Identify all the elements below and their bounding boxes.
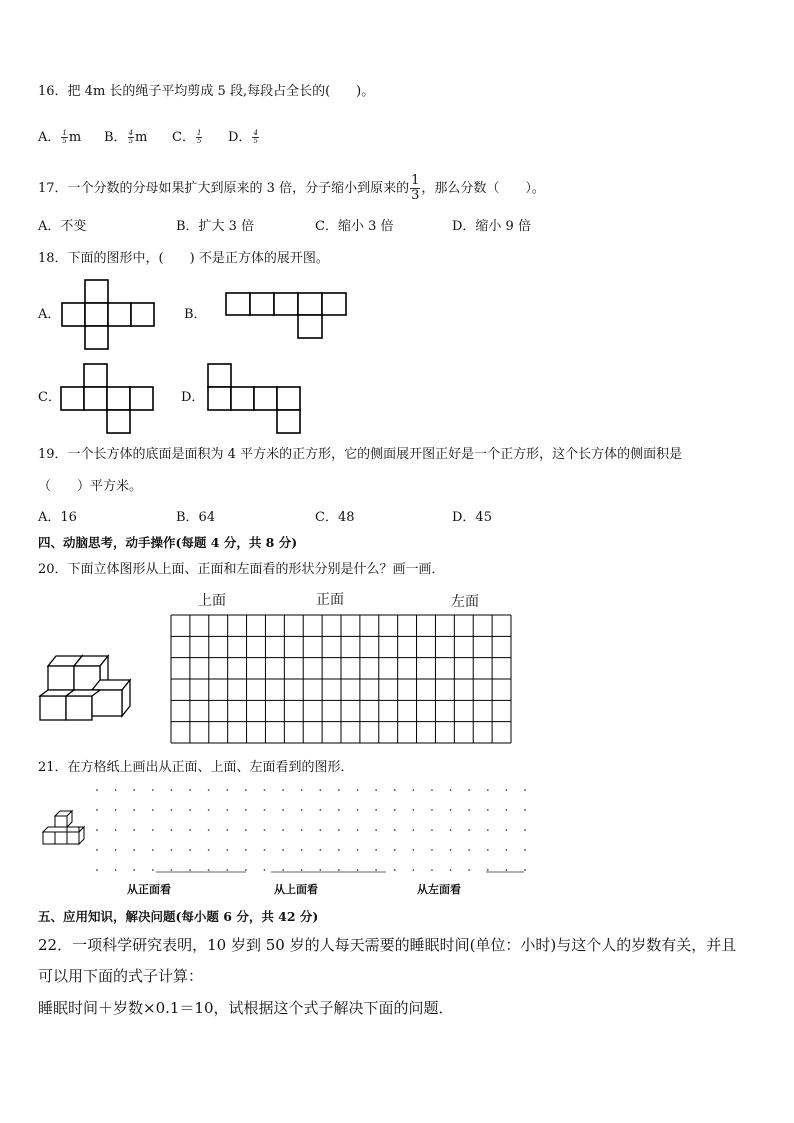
grid-dot [338,869,340,871]
grid-dot [468,789,470,791]
q16-option-c-fraction: $\frac{1}{5}$ [196,129,202,145]
grid-dot [524,789,526,791]
grid-dot [319,829,321,831]
grid-dot [524,869,526,871]
grid-dot [394,829,396,831]
grid-dot [152,789,154,791]
grid-dot [338,789,340,791]
grid-dot [505,829,507,831]
grid-dot [96,809,98,811]
grid-dot [96,849,98,851]
q16-option-b-fraction: $\frac{4}{5}$ [128,129,134,145]
grid-dot [189,809,191,811]
q19-option-b[interactable]: B．64 [176,510,216,525]
q17-option-b[interactable]: B．扩大 3 倍 [176,219,255,234]
grid-dot [189,849,191,851]
grid-dot [524,809,526,811]
grid-dot [133,869,135,871]
grid-dot [487,869,489,871]
grid-dot [394,809,396,811]
q22-line2: 可以用下面的式子计算： [38,967,204,985]
q17-option-a[interactable]: A．不变 [38,219,87,234]
q18-net-b[interactable] [225,292,347,340]
grid-dot [301,809,303,811]
q18-net-d[interactable] [207,363,302,433]
q19-stem-line1: 19．一个长方体的底面是面积为 4 平方米的正方形，它的侧面展开图正好是一个正方形，这个长方体的侧面积是 [38,447,683,462]
grid-dot [394,789,396,791]
grid-dot [468,809,470,811]
q21-view-label-front: 从正面看 [127,883,171,896]
grid-dot [338,829,340,831]
grid-dot [431,849,433,851]
q19-option-c[interactable]: C．48 [315,510,355,525]
grid-dot [357,869,359,871]
grid-dot [245,809,247,811]
grid-dot [226,789,228,791]
q16-option-c-label: C． [172,130,195,145]
grid-dot [245,849,247,851]
q21-view-label-top: 从上面看 [274,883,318,896]
q22-line1: 22．一项科学研究表明，10 岁到 50 岁的人每天需要的睡眠时间(单位：小时)与这个人的岁数有关，并且 [38,936,737,954]
q17-option-c[interactable]: C．缩小 3 倍 [315,219,394,234]
grid-dot [264,789,266,791]
grid-dot [319,849,321,851]
grid-dot [319,789,321,791]
grid-dot [431,789,433,791]
q17-stem-part2: ，那么分数（ ）。 [421,181,545,196]
grid-dot [468,869,470,871]
grid-dot [282,829,284,831]
q21-cube-figure [41,808,91,848]
grid-dot [338,809,340,811]
q21-view-label-left: 从左面看 [417,883,461,896]
grid-dot [412,789,414,791]
q20-view-label-top: 上面 [198,593,226,609]
grid-dot [133,809,135,811]
q16-option-a-fraction: $\frac{1}{5}$ [62,129,67,145]
grid-dot [264,809,266,811]
q18-label-d: D． [181,390,205,405]
grid-dot [96,869,98,871]
grid-dot [189,789,191,791]
q16-option-a[interactable] [38,130,81,146]
q19-option-d[interactable]: D．45 [452,510,492,525]
grid-dot [450,809,452,811]
q16-option-d-label: D． [228,130,252,145]
section5-heading: 五、应用知识，解决问题(每小题 6 分，共 42 分) [38,909,319,924]
q21-stem: 21．在方格纸上画出从正面、上面、左面看到的图形． [38,760,354,775]
q21-dot-grid[interactable] [96,788,526,874]
grid-dot [208,849,210,851]
q16-option-a-unit: m [68,130,82,145]
grid-dot [226,809,228,811]
grid-dot [357,849,359,851]
grid-dot [264,829,266,831]
grid-dot [301,789,303,791]
grid-dot [115,789,117,791]
q18-label-b: B． [184,307,207,322]
q16-option-d[interactable] [228,130,260,146]
grid-dot [468,829,470,831]
q17-fraction: $\frac{1}{3}$ [411,173,420,203]
q18-net-c[interactable] [61,363,156,433]
grid-dot [357,809,359,811]
q20-stem: 20．下面立体图形从上面、正面和左面看的形状分别是什么？画一画． [38,562,445,577]
grid-dot [115,869,117,871]
q18-stem: 18．下面的图形中，( ) 不是正方体的展开图。 [38,251,329,266]
grid-dot [208,789,210,791]
grid-dot [450,849,452,851]
grid-dot [226,849,228,851]
q16-option-a-label: A． [38,130,61,145]
grid-dot [375,809,377,811]
grid-dot [171,809,173,811]
grid-dot [431,869,433,871]
grid-dot [505,869,507,871]
grid-dot [171,829,173,831]
grid-dot [171,849,173,851]
q16-stem: 16．把 4m 长的绳子平均剪成 5 段,每段占全长的( )。 [38,84,375,99]
grid-dot [133,849,135,851]
grid-dot [115,809,117,811]
grid-dot [412,829,414,831]
q19-stem-line2: （ ）平方米。 [38,479,143,494]
grid-dot [375,869,377,871]
grid-dot [115,829,117,831]
q18-label-a: A． [38,307,61,322]
grid-dot [524,849,526,851]
grid-dot [375,829,377,831]
grid-dot [338,849,340,851]
grid-dot [505,789,507,791]
grid-dot [226,829,228,831]
q16-option-b[interactable] [104,130,147,146]
grid-dot [375,789,377,791]
q22-line3: 睡眠时间＋岁数×0.1＝10，试根据这个式子解决下面的问题． [38,999,454,1017]
grid-dot [301,849,303,851]
grid-dot [487,849,489,851]
grid-dot [505,849,507,851]
grid-dot [245,869,247,871]
grid-dot [487,829,489,831]
grid-dot [319,809,321,811]
grid-dot [487,809,489,811]
grid-dot [487,789,489,791]
grid-dot [264,869,266,871]
grid-dot [245,829,247,831]
grid-dot [450,829,452,831]
grid-dot [301,869,303,871]
grid-dot [189,869,191,871]
q20-cube-figure [38,652,134,724]
grid-dot [301,829,303,831]
grid-dot [505,809,507,811]
grid-dot [282,869,284,871]
q16-option-b-label: B． [104,130,127,145]
grid-dot [152,809,154,811]
grid-dot [264,849,266,851]
grid-dot [394,849,396,851]
grid-dot [357,789,359,791]
q19-option-a[interactable]: A．16 [38,510,77,525]
grid-dot [96,789,98,791]
q20-drawing-grid[interactable] [170,614,512,744]
grid-dot [282,809,284,811]
grid-dot [96,829,98,831]
grid-dot [245,789,247,791]
grid-dot [319,869,321,871]
grid-dot [450,869,452,871]
grid-dot [208,829,210,831]
grid-dot [133,789,135,791]
q20-view-label-front: 正面 [316,592,344,608]
section4-heading: 四、动脑思考，动手操作(每题 4 分，共 8 分) [38,535,298,550]
grid-dot [412,869,414,871]
q17-stem [38,174,545,204]
grid-dot [152,849,154,851]
grid-dot [115,849,117,851]
grid-dot [431,829,433,831]
grid-dot [375,849,377,851]
q17-option-d[interactable]: D．缩小 9 倍 [452,219,531,234]
grid-dot [394,869,396,871]
grid-dot [357,829,359,831]
grid-dot [450,789,452,791]
grid-dot [171,789,173,791]
grid-dot [171,869,173,871]
grid-dot [524,829,526,831]
q17-stem-part1: 17．一个分数的分母如果扩大到原来的 3 倍，分子缩小到原来的 [38,181,410,196]
q16-option-d-fraction: $\frac{4}{5}$ [253,129,258,145]
grid-dot [282,849,284,851]
q16-option-b-unit: m [135,130,148,145]
grid-dot [412,849,414,851]
grid-dot [431,809,433,811]
q20-view-label-left: 左面 [451,594,479,610]
grid-dot [152,829,154,831]
q18-label-c: C． [38,390,61,405]
grid-dot [226,869,228,871]
grid-dot [282,789,284,791]
grid-dot [412,809,414,811]
grid-dot [208,809,210,811]
grid-dot [208,869,210,871]
q16-option-c[interactable] [172,130,203,146]
grid-dot [189,829,191,831]
grid-dot [133,829,135,831]
grid-dot [468,849,470,851]
q18-net-a[interactable] [62,279,157,349]
grid-dot [152,869,154,871]
